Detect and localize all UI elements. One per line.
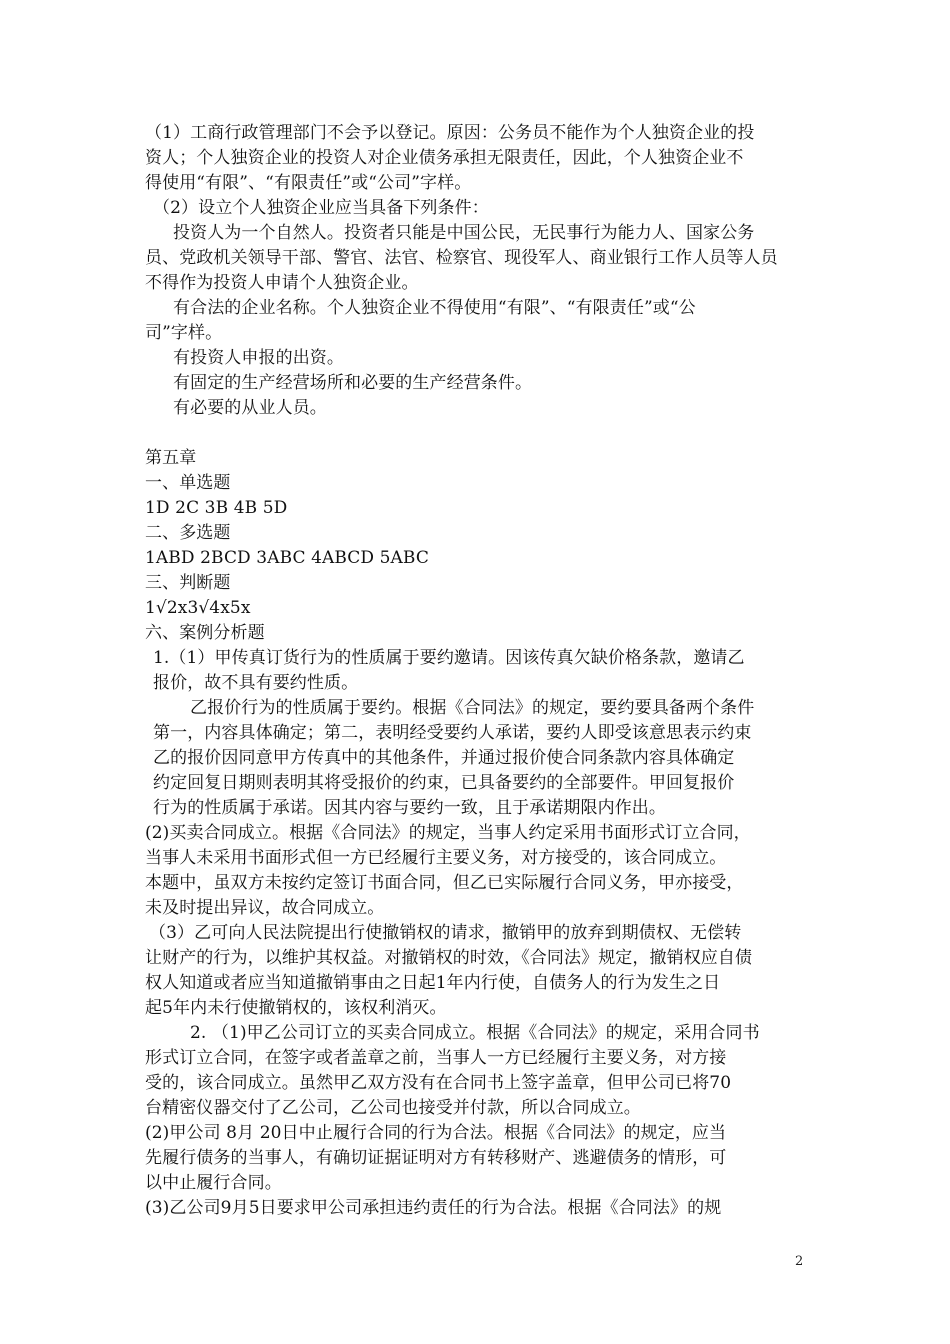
text-line: （1）工商行政管理部门不会予以登记。原因：公务员不能作为个人独资企业的投 [145, 123, 755, 143]
text-line: 以中止履行合同。 [145, 1173, 282, 1193]
text-line: 本题中，虽双方未按约定签订书面合同，但乙已实际履行合同义务，甲亦接受， [145, 873, 744, 893]
text-line: 1.（1）甲传真订货行为的性质属于要约邀请。因该传真欠缺价格条款，邀请乙 [153, 648, 745, 668]
chapter-heading: 第五章 [145, 448, 197, 468]
page-number: 2 [795, 1254, 804, 1269]
text-line: 司”字样。 [145, 323, 223, 343]
text-line: 第一，内容具体确定；第二，表明经受要约人承诺，要约人即受该意思表示约束 [153, 723, 752, 743]
text-line: 资人；个人独资企业的投资人对企业债务承担无限责任，因此，个人独资企业不 [145, 148, 744, 168]
text-line: 当事人未采用书面形式但一方已经履行主要义务，对方接受的，该合同成立。 [145, 848, 727, 868]
paragraph-gap [145, 421, 805, 446]
text-line: 约定回复日期则表明其将受报价的约束，已具备要约的全部要件。甲回复报价 [153, 773, 735, 793]
text-line: 乙报价行为的性质属于要约。根据《合同法》的规定，要约要具备两个条件 [190, 698, 755, 718]
text-line: 让财产的行为，以维护其权益。对撤销权的时效，《合同法》规定，撤销权应自债 [145, 948, 753, 968]
text-line: 有合法的企业名称。个人独资企业不得使用“有限”、“有限责任”或“公 [173, 298, 696, 318]
text-line: 行为的性质属于承诺。因其内容与要约一致，且于承诺期限内作出。 [153, 798, 666, 818]
text-line: 2. （1)甲乙公司订立的买卖合同成立。根据《合同法》的规定，采用合同书 [190, 1023, 760, 1043]
text-line: 有必要的从业人员。 [173, 398, 327, 418]
text-line: 不得作为投资人申请个人独资企业。 [145, 273, 419, 293]
text-line: (2)甲公司 8月 20日中止履行合同的行为合法。根据《合同法》的规定，应当 [145, 1123, 727, 1143]
text-line: 报价，故不具有要约性质。 [153, 673, 359, 693]
text-line: （2）设立个人独资企业应当具备下列条件： [153, 198, 489, 218]
text-line: （3）乙可向人民法院提出行使撤销权的请求，撤销甲的放弃到期债权、无偿转 [149, 923, 742, 943]
text-line: 受的，该合同成立。虽然甲乙双方没有在合同书上签字盖章，但甲公司已将70 [145, 1073, 732, 1093]
document-body [145, 121, 805, 1221]
text-line: 有投资人申报的出资。 [173, 348, 344, 368]
text-line: 员、党政机关领导干部、警官、法官、检察官、现役军人、商业银行工作人员等人员 [145, 248, 778, 268]
text-line: 投资人为一个自然人。投资者只能是中国公民，无民事行为能力人、国家公务 [173, 223, 755, 243]
answer-line: 1√2x3√4x5x [145, 598, 251, 618]
text-line: 先履行债务的当事人，有确切证据证明对方有转移财产、逃避债务的情形，可 [145, 1148, 727, 1168]
text-line: 得使用“有限”、“有限责任”或“公司”字样。 [145, 173, 472, 193]
section-heading: 三、判断题 [145, 573, 231, 593]
text-line: 权人知道或者应当知道撤销事由之日起1年内行使，自债务人的行为发生之日 [145, 973, 721, 993]
text-line: 台精密仪器交付了乙公司，乙公司也接受并付款，所以合同成立。 [145, 1098, 641, 1118]
text-line: 形式订立合同，在签字或者盖章之前，当事人一方已经履行主要义务，对方接 [145, 1048, 727, 1068]
text-line: 乙的报价因同意甲方传真中的其他条件，并通过报价使合同条款内容具体确定 [153, 748, 735, 768]
section-heading: 二、多选题 [145, 523, 231, 543]
text-line: (2)买卖合同成立。根据《合同法》的规定，当事人约定采用书面形式订立合同， [145, 823, 751, 843]
text-line: 起5年内未行使撤销权的，该权利消灭。 [145, 998, 447, 1018]
section-heading: 一、单选题 [145, 473, 231, 493]
section-heading: 六、案例分析题 [145, 623, 265, 643]
answer-line: 1D 2C 3B 4B 5D [145, 498, 288, 518]
text-line: (3)乙公司9月5日要求甲公司承担违约责任的行为合法。根据《合同法》的规 [145, 1198, 722, 1218]
text-line: 未及时提出异议，故合同成立。 [145, 898, 385, 918]
answer-line: 1ABD 2BCD 3ABC 4ABCD 5ABC [145, 548, 429, 568]
text-line: 有固定的生产经营场所和必要的生产经营条件。 [173, 373, 533, 393]
